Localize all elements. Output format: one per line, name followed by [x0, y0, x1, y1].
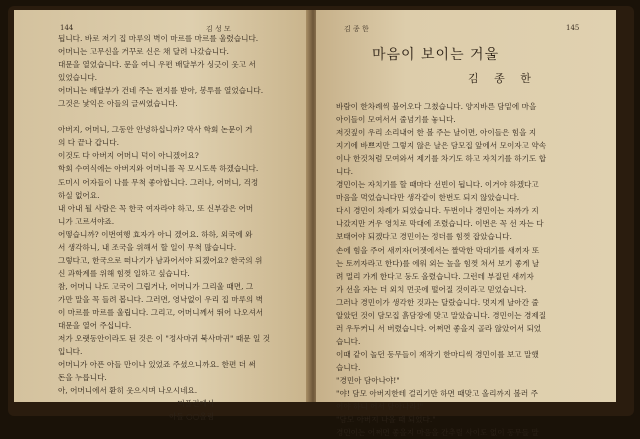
text-line: 나갔지만 거우 영치로 막대에 조렸습니다. 이번은 꼭 선 자는 다 [336, 219, 544, 229]
text-line: 있었습니다. [58, 73, 98, 83]
text-line: 도미시 어자들이 나를 무척 좋아합니다. 그러나, 어머니, 걱정 [58, 177, 259, 187]
text-line: 그것은 낯익은 아들의 글씨였습니다. [58, 99, 178, 109]
text-line: 하실 없어요. [58, 190, 100, 200]
text-line: 러 우두커니 서 버렸습니다. 어쩌면 좋을지 골라 않았어서 되었 [336, 323, 542, 333]
text-line: 는 토끼자라고 한다)를 에워 외는 높을 힘껏 쳐서 보기 좋게 날 [336, 258, 540, 268]
right-running-head: 김 종 한 [344, 25, 369, 33]
story-author: 김 종 한 [468, 72, 537, 85]
text-line: 습니다. [336, 362, 361, 372]
left-page-number: 144 [60, 24, 74, 32]
text-line: 학회 수여식에는 아버지와 어머니를 꼭 모시도록 하겠습니다. [58, 164, 259, 174]
text-line: 그러나 경민이가 생각한 것과는 달랐습니다. 멋지게 날아간 줄 [336, 297, 539, 307]
story-title: 마음이 보이는 거울 [372, 47, 500, 63]
text-line: 바람이 한차례씩 불어오다 그쳤습니다. 양지바른 담밑에 마을 [336, 102, 537, 111]
text-line: 됩니다. 바로 저기 집 마루의 벽이 마르를 마르를 울렸습니다. [58, 34, 259, 43]
right-page-number: 145 [566, 24, 580, 32]
text-line: 가 선을 자는 더 외치 먼곳에 떨어질 것이라고 믿었습니다. [336, 284, 527, 294]
text-line: 의 다 끝나 갑니다. [58, 138, 120, 148]
text-line: 어야 하니 어서 담아나라!" [336, 402, 424, 412]
text-line: 습니다. [336, 336, 361, 346]
text-line: 신 과학계를 위해 힘껏 일하고 싶습니다. [58, 268, 190, 278]
paragraph-gap [58, 110, 270, 123]
left-body-text [58, 32, 270, 423]
letter-place: 머플린에서 [177, 399, 215, 409]
text-line: "담모 아버지 나올 때 되었다." [336, 415, 436, 425]
text-line: 려 멀리 가게 한다고 둥도 올렸습니다. 그런데 부질던 새끼자 [336, 271, 534, 281]
text-line: 서 생각하니, 내 조국을 위해서 할 일이 무척 많습니다. [58, 242, 237, 252]
text-line: 이나 한것처럼 모여와서 제기를 차기도 하고 자치기를 하기도 합 [336, 154, 547, 164]
text-line: 이때 같이 놀던 동무들이 재작기 한마디씩 경민이를 보고 말했 [336, 349, 539, 359]
text-line: 이 마르를 마르를 울립니다. 그리고, 어머니께서 뛰어 나오셔서 [58, 307, 264, 317]
text-line: 경민이는 자치기를 할 때마다 선빈이 됩니다. 이거야 하겠다고 [336, 180, 539, 190]
text-line: 대문을 열었습니다. 문을 여니 우편 배달부가 싱긋이 웃고 서 [58, 60, 256, 70]
text-line: 어머니가 아픈 아들 만이나 있었죠 주셨으니까요. 한편 더 써 [58, 360, 256, 370]
text-line: 돈을 누릅니다. [58, 373, 107, 383]
text-line: 참, 어머니 나도 고국이 그립거나, 어머니가 그리울 때면, 그 [58, 281, 254, 291]
text-line: 가만 말을 꼭 들려 봅니다. 그러면, 영낙없이 우리 집 마루의 벽 [58, 294, 264, 304]
right-body-text [336, 100, 546, 439]
text-line: 마음을 먹었습니다만 생각같이 한번도 되지 않았습니다. [336, 193, 520, 203]
text-line: 어머니는 고무신을 거꾸로 신은 채 달려 나갔습니다. [58, 47, 229, 57]
text-line: 저것짚이 우리 소리내어 한 볼 주는 날이면, 아이들은 힘을 지 [336, 128, 537, 138]
text-line: 손에 힘을 주어 새끼자(어젯에서는 짤막한 막대기를 새끼자 또 [336, 245, 540, 255]
text-line: 지기에 바쁘지만 그렇지 않은 날은 담모집 앞에서 모이자고 약속 [336, 141, 547, 151]
text-line: 대문을 열어 주십니다. [58, 321, 132, 331]
text-line: 입니다. [58, 347, 83, 357]
text-line: 아, 어머니에서 환히 웃으시며 나오시네요. [58, 386, 198, 396]
text-line: 니가 고르셔야죠. [58, 216, 115, 226]
text-line: 어머니는 배달부가 건네 주는 편지를 받아, 봉투를 열었습니다. [58, 86, 264, 96]
text-line: 보태어야 되겠다고 경민이는 정더를 힘껏 잡았습니다. [336, 232, 512, 242]
text-line: 어떻습니까? 이번여행 효자가 아니 겠어요. 하하, 외국에 와 [58, 229, 253, 239]
left-running-head: 김 성 모 [206, 25, 231, 33]
text-line: "경민아 담아나야!" [336, 375, 400, 385]
text-line: 저가 오랫동안이라도 된 것은 이 "정사마귀 북사마귀" 때문 일 것 [58, 334, 271, 344]
text-line: 다시 경민이 차례가 되었습니다. 두번이나 경민이는 자까가 지 [336, 206, 539, 216]
text-line: 그렇다고, 한국으로 떠나기가 남과어서야 되겠어요? 한국의 위 [58, 255, 263, 265]
text-line: 아이들이 모여서서 줄넘기를 놓니다. [336, 115, 456, 125]
text-line: 알았던 것이 담모집 흙담장에 맞고 말았습니다. 경민이는 경제질 [336, 310, 547, 320]
text-line: 경민이는 어쩌면 좋을지 마음을 간추릴 사이도 없이 동무들 말 [336, 428, 539, 438]
text-line: 니다. [336, 167, 354, 177]
letter-signature: 아들 ○○올림 [169, 412, 215, 422]
text-line: 아버지, 어머니, 그동안 안녕하십니까? 막사 학회 논문이 거 [58, 125, 253, 135]
text-line: "야! 담모 아버지한테 걸리기만 하면 때맞고 올리까지 볼러 주 [336, 389, 538, 399]
text-line: 내 아내 될 사람은 꼭 한국 여자라야 하고, 또 신부감은 어머 [58, 203, 254, 213]
text-line: 이것도 다 아버지 어머니 덕이 아니겠어요? [58, 151, 199, 161]
